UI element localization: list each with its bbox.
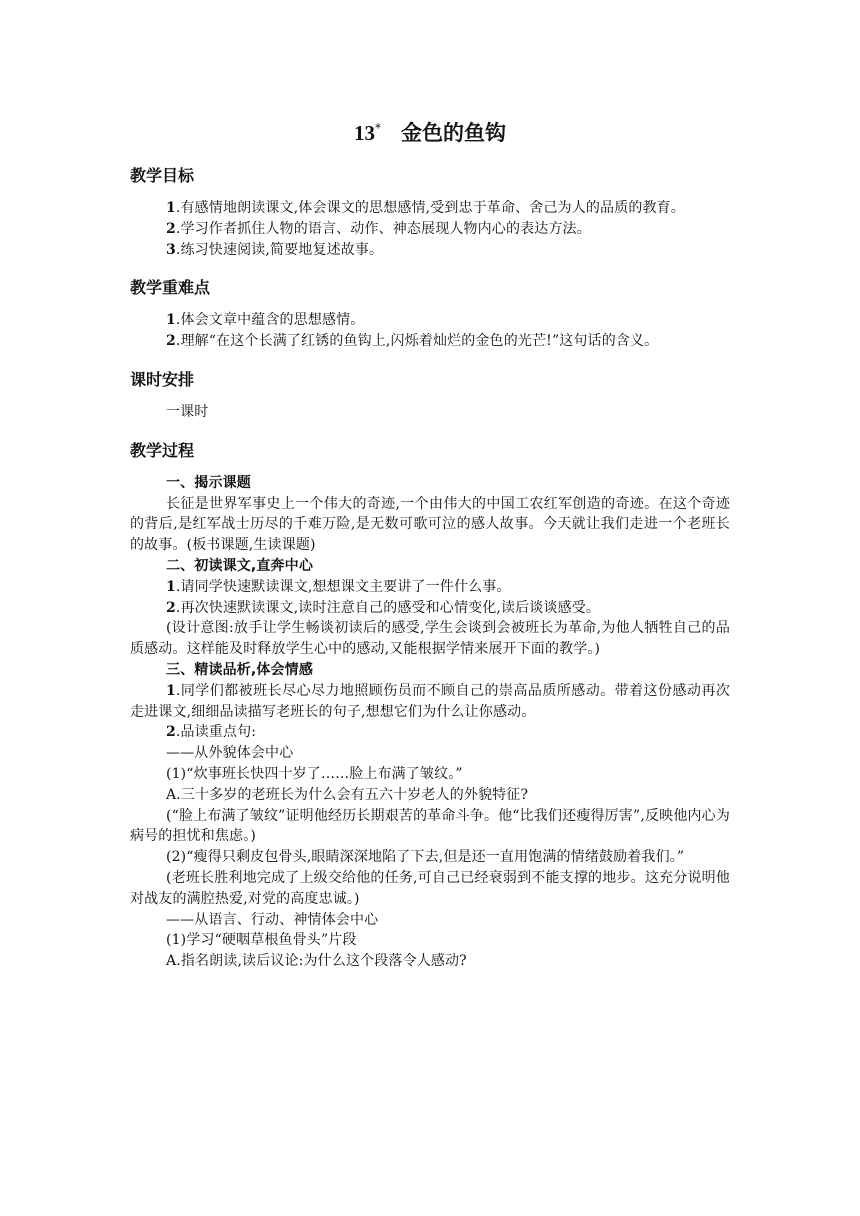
- section-heading-schedule: 课时安排: [130, 369, 195, 389]
- process-line-4: (“脸上布满了皱纹”证明他经历长期艰苦的革命斗争。他“比我们还瘦得厉害”,反映他内心为病号的担忧和焦虑。): [130, 807, 730, 845]
- process-line-2: (1)“炊事班长快四十岁了……脸上布满了皱纹。”: [166, 765, 463, 782]
- section-heading-goals: 教学目标: [130, 166, 195, 185]
- process-line-7: ——从语言、行动、神情体会中心: [166, 911, 379, 928]
- title-text: 金色的鱼钩: [401, 121, 506, 145]
- process-part2-item-1: 1.请同学快速默读课文,想想课文主要讲了一件什么事。: [166, 578, 511, 595]
- process-line-8: (1)学习“硬咽草根鱼骨头”片段: [166, 932, 357, 949]
- schedule-text: 一课时: [166, 403, 209, 420]
- process-line-5: (2)“瘦得只剩皮包骨头,眼睛深深地陷了下去,但是还一直用饱满的情绪鼓励着我们。”: [166, 849, 685, 866]
- section-heading-process: 教学过程: [130, 440, 195, 460]
- process-part3-item-2: 2.品读重点句:: [166, 724, 257, 741]
- goal-item-1: 1.有感情地朗读课文,体会课文的思想感情,受到忠于革命、舍己为人的品质的教育。: [166, 200, 685, 216]
- focus-item-2: 2.理解“在这个长满了红锈的鱼钩上,闪烁着灿烂的金色的光芒!”这句话的含义。: [166, 333, 659, 350]
- title-number: 13: [354, 121, 375, 145]
- goal-item-3: 3.练习快速阅读,简要地复述故事。: [166, 241, 384, 258]
- process-part2-title: 二、初读课文,直奔中心: [166, 557, 313, 574]
- process-part2-note: (设计意图:放手让学生畅谈初读后的感受,学生会谈到会被班长为革命,为他人牺牲自己的品质感动。这样能及时释放学生心中的感动,又能根据学情来展开下面的教学。): [130, 620, 730, 658]
- process-line-9: A.指名朗读,读后议论:为什么这个段落令人感动?: [166, 953, 467, 970]
- document-body: [130, 158, 730, 972]
- focus-item-1: 1.体会文章中蕴含的思想感情。: [166, 312, 365, 329]
- process-line-3: A.三十多岁的老班长为什么会有五六十岁老人的外貌特征?: [166, 786, 529, 803]
- goal-item-2: 2.学习作者抓住人物的语言、动作、神态展现人物内心的表达方法。: [166, 220, 591, 237]
- process-part2-item-2: 2.再次快速默读课文,读时注意自己的感受和心情变化,读后谈谈感受。: [166, 599, 601, 616]
- section-heading-focus: 教学重难点: [130, 278, 211, 298]
- process-line-1: ——从外貌体会中心: [166, 745, 294, 762]
- process-part1-text: 长征是世界军事史上一个伟大的奇迹,一个由伟大的中国工农红军创造的奇迹。在这个奇迹的背后,是红军战士历尽的千难万险,是无数可歌可泣的感人故事。今天就让我们走进一个老班长的故事。(板书课题,生读课题): [130, 495, 730, 554]
- process-part3-item-1: 1.同学们都被班长尽心尽力地照顾伤员而不顾自己的崇高品质所感动。带着这份感动再次走进课文,细细品读描写老班长的句子,想想它们为什么让你感动。: [130, 682, 730, 720]
- title-star: *: [375, 121, 381, 135]
- process-line-6: (老班长胜利地完成了上级交给他的任务,可自己已经衰弱到不能支撑的地步。这充分说明他对战友的满腔热爱,对党的高度忠诚。): [130, 869, 730, 907]
- page-title: [0, 113, 860, 148]
- process-part1-title: 一、揭示课题: [166, 474, 251, 491]
- process-part3-title: 三、精读品析,体会情感: [166, 661, 313, 678]
